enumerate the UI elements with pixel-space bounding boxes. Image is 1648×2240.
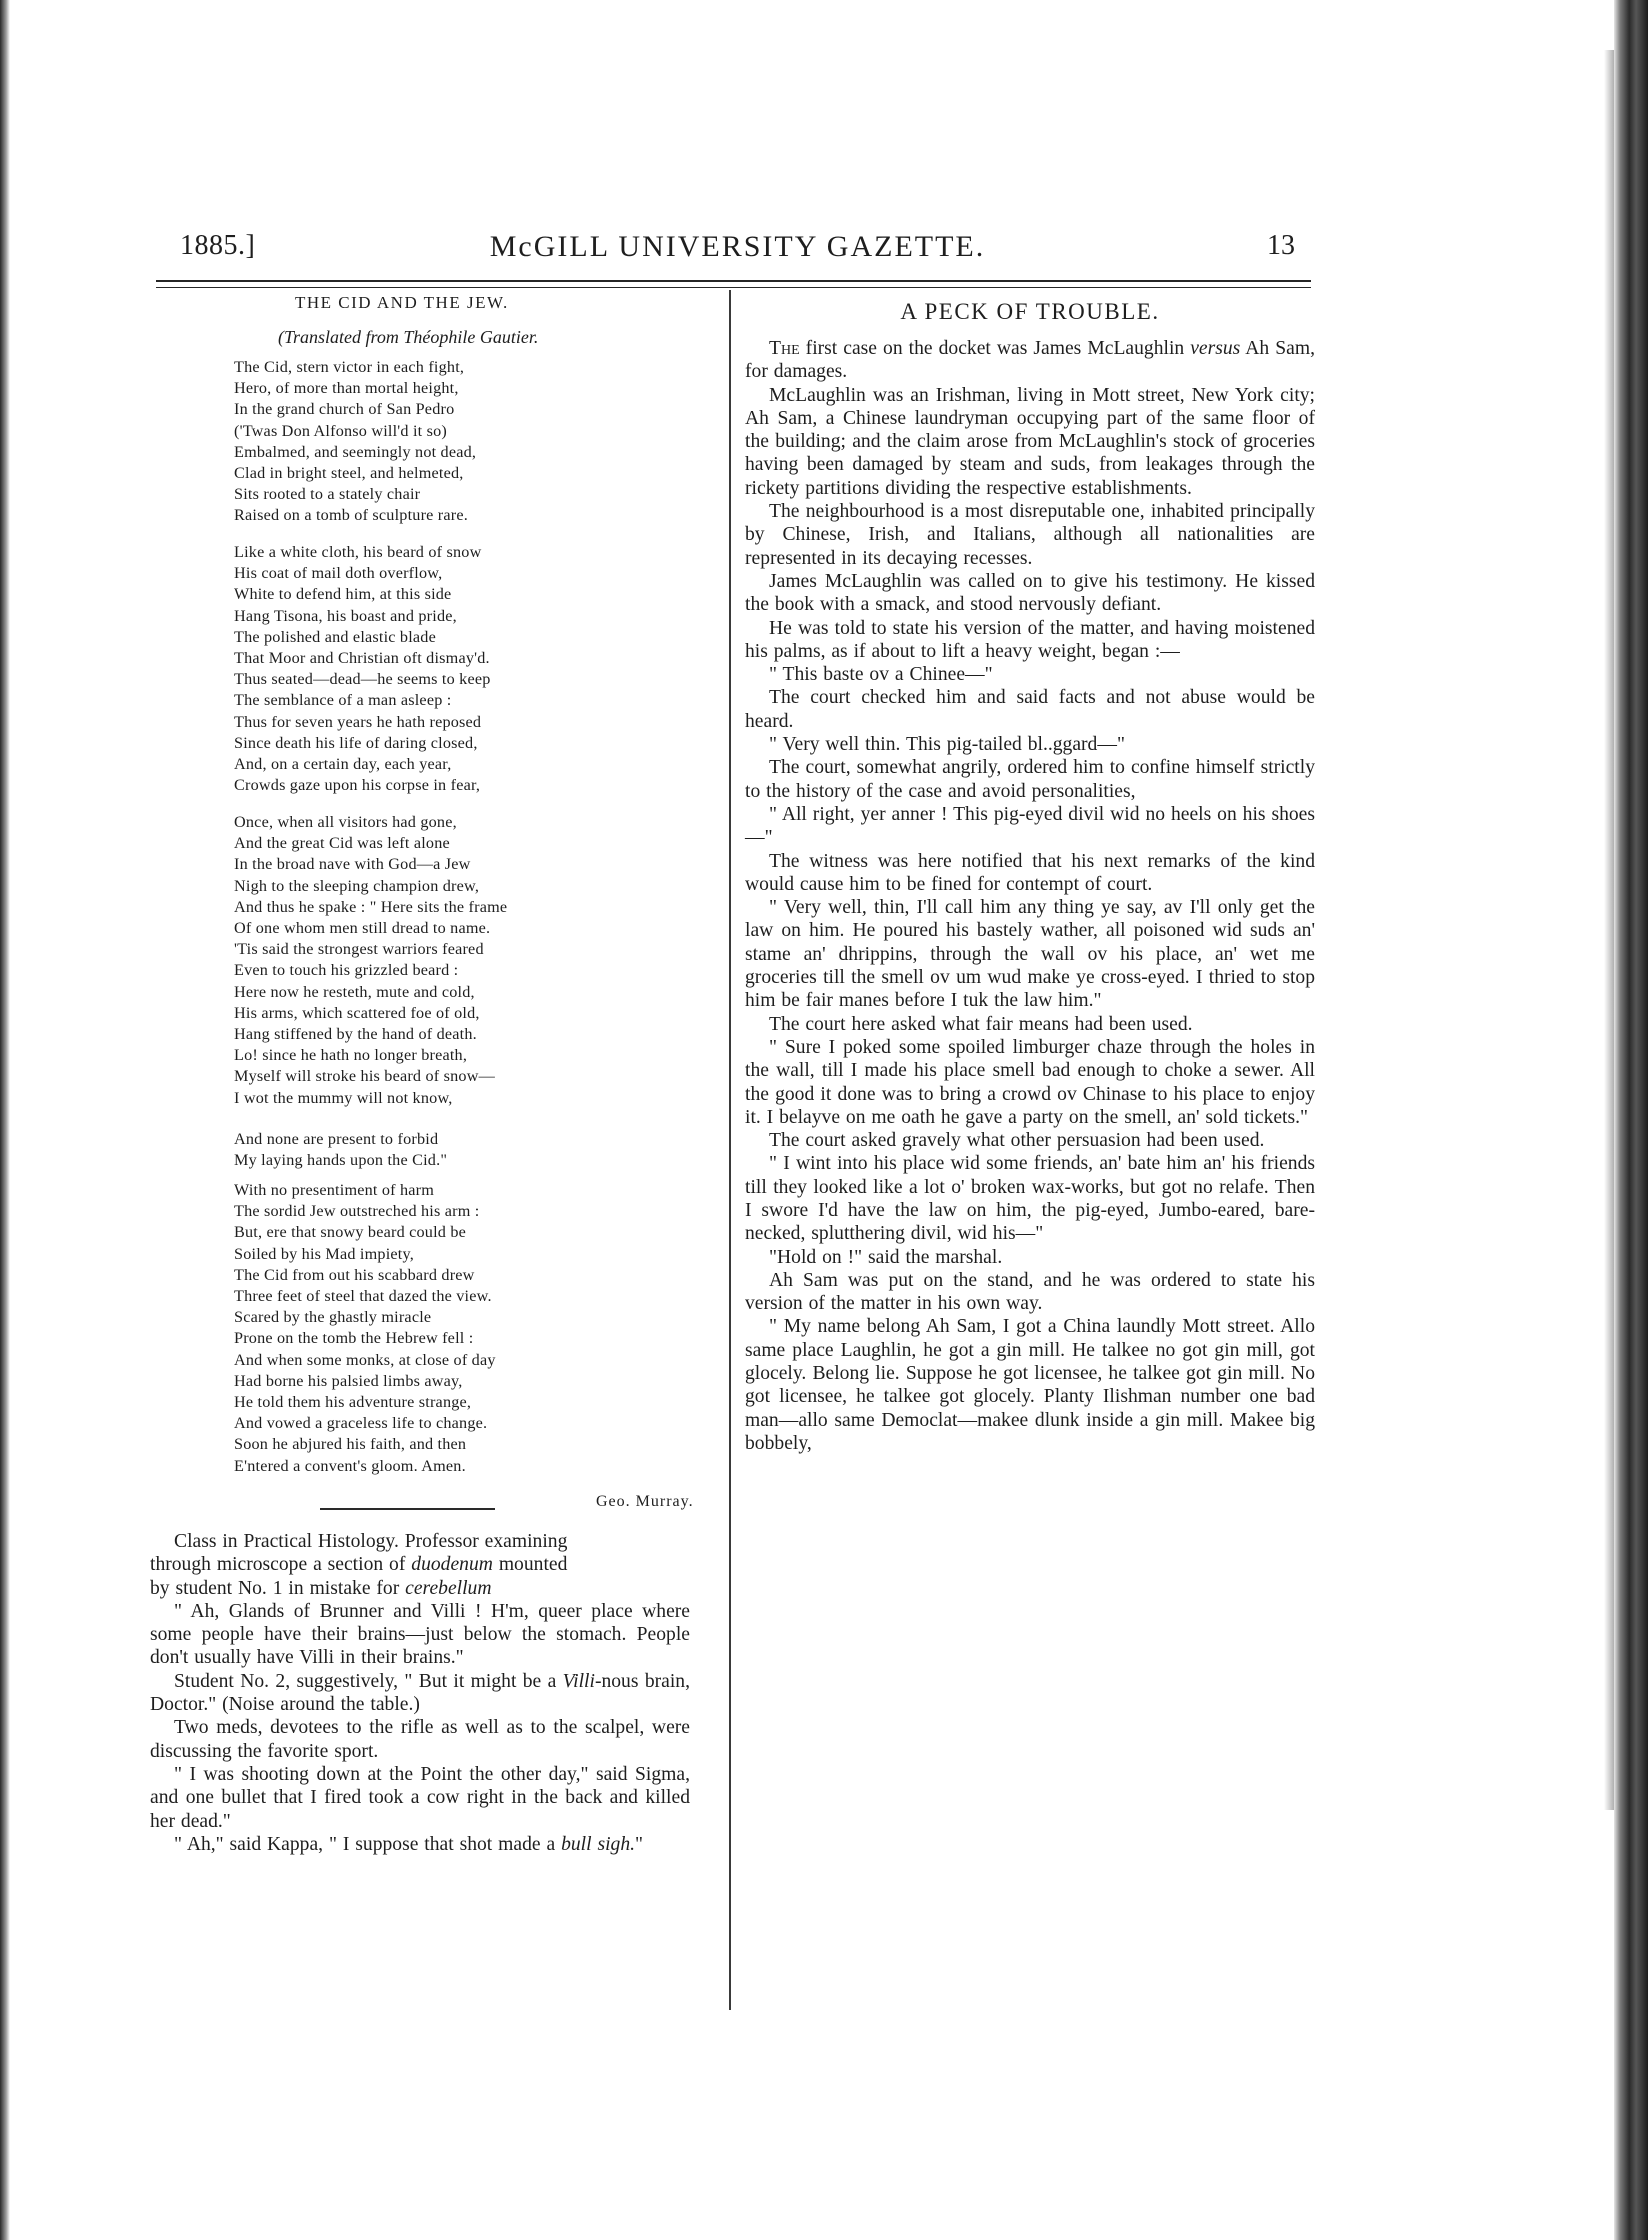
article-paragraph: " Very well thin. This pig-tailed bl..ggard—" (769, 734, 1125, 756)
article-paragraph: Ah Sam was put on the stand, and he was ordered to state his version of the matter in his own way. (745, 1269, 1315, 1315)
anecdote-paragraph (150, 1530, 690, 1600)
article-paragraph: " Sure I poked some spoiled limburger chaze through the holes in the wall, till I made his place smell bad enough to choke a sewer. All the good it done was to bring a crowd ov Chinase to his place to enjoy it. I belayve on me oath he gave a party on the smell, an' sold tickets." (745, 1036, 1315, 1128)
poem-line: Once, when all visitors had gone, (234, 813, 457, 831)
poem-line: Three feet of steel that dazed the view. (234, 1287, 492, 1306)
text-line (150, 1578, 491, 1599)
article-paragraph: The neighbourhood is a most disreputable one, inhabited principally by Chinese, Irish, and Italians, although all nationalities are represented in its decaying recesses. (745, 501, 1315, 569)
poem-line: He told them his adventure strange, (234, 1393, 472, 1412)
lead-word: The (769, 338, 800, 359)
poem-line: Scared by the ghastly miracle (234, 1308, 432, 1327)
italic-term: cerebellum (405, 1577, 492, 1599)
text-run: through microscope a section of (150, 1554, 412, 1576)
poem-signature: Geo. Murray. (596, 1493, 694, 1510)
text-line: Class in Practical Histology. Professor examining (174, 1531, 568, 1552)
poem-line: Nigh to the sleeping champion drew, (234, 876, 480, 895)
article-paragraph (745, 337, 1315, 384)
poem-subtitle: (Translated from Théophile Gautier. (278, 327, 539, 347)
article-paragraph: James McLaughlin was called on to give his testimony. He kissed the book with a smack, and stood nervously defiant. (745, 570, 1315, 616)
poem-line: Lo! since he hath no longer breath, (234, 1046, 468, 1065)
poem-line: Of one whom men still dread to name. (234, 919, 491, 938)
poem-line: Hang Tisona, his boast and pride, (234, 606, 457, 625)
article-paragraph: " This baste ov a Chinee—" (769, 664, 993, 686)
article-paragraph: " My name belong Ah Sam, I got a China laundly Mott street. Allo same place Laughlin, he got a gin mill. He talkee no got gin mill, got glocely. Belong lie. Suppose he got licensee, he talkee got gin mill. No got licensee, he talkee got glocely. Planty Ilishman number one bad man—allo same Democlat—makee dlunk inside a gin mill. Makee big bobbely, (745, 1316, 1315, 1454)
journal-title: McGILL UNIVERSITY GAZETTE. (489, 230, 986, 263)
poem-line: The polished and elastic blade (234, 627, 436, 646)
italic-term: duodenum (411, 1554, 493, 1576)
poem-line: And, on a certain day, each year, (234, 755, 452, 774)
article-paragraph: McLaughlin was an Irishman, living in Mott street, New York city; Ah Sam, a Chinese laundryman occupying part of the same floor of the building; and the claim arose from McLaughlin's stock of groceries having been damaged by steam and suds, from leakages through the rickety partitions dividing the respective establishments. (745, 384, 1315, 499)
anecdote-paragraph (150, 1833, 690, 1856)
text-run: Student No. 2, suggestively, " But it might be a (174, 1670, 563, 1692)
page-number: 13 (1267, 230, 1295, 261)
poem-line: And vowed a graceless life to change. (234, 1414, 488, 1433)
italic-term: bull sigh. (561, 1833, 636, 1855)
article-paragraph: " All right, yer anner ! This pig-eyed divil wid no heels on his shoes—" (745, 803, 1315, 849)
poem-line: Soiled by his Mad impiety, (234, 1244, 414, 1263)
poem-stanza-3 (234, 812, 507, 1109)
poem-line: The Cid from out his scabbard drew (234, 1265, 475, 1284)
poem-line: Here now he resteth, mute and cold, (234, 982, 475, 1001)
article-body (745, 337, 1315, 1455)
poem-line: Had borne his palsied limbs away, (234, 1371, 463, 1390)
poem-line: 'Tis said the strongest warriors feared (234, 940, 484, 959)
article-paragraph: "Hold on !" said the marshal. (769, 1246, 1003, 1268)
poem-line: Clad in bright steel, and helmeted, (234, 464, 464, 483)
poem-stanza-5 (234, 1180, 496, 1477)
poem-line: Like a white cloth, his beard of snow (234, 543, 482, 561)
poem-line: Since death his life of daring closed, (234, 733, 478, 752)
section-divider (320, 1508, 495, 1510)
poem-line: But, ere that snowy beard could be (234, 1223, 467, 1242)
article-paragraph: He was told to state his version of the matter, and having moistened his palms, as if about to lift a heavy weight, began :— (745, 617, 1315, 662)
anecdote-paragraph: Two meds, devotees to the rifle as well as to the scalpel, were discussing the favorite sport. (150, 1717, 690, 1762)
poem-line: Sits rooted to a stately chair (234, 485, 421, 504)
poem-line: The Cid, stern victor in each fight, (234, 358, 465, 376)
poem-line: And the great Cid was left alone (234, 834, 450, 853)
poem-line: And none are present to forbid (234, 1130, 439, 1148)
text-run: mounted (492, 1554, 568, 1576)
poem-line: Thus seated—dead—he seems to keep (234, 670, 491, 689)
header-rule-thick (156, 280, 1311, 282)
poem-line: Crowds gaze upon his corpse in fear, (234, 776, 481, 795)
poem-line: Hang stiffened by the hand of death. (234, 1025, 477, 1044)
poem-line: ('Twas Don Alfonso will'd it so) (234, 421, 447, 440)
poem-line: Thus for seven years he hath reposed (234, 712, 482, 731)
article-paragraph: " Very well, thin, I'll call him any thing ye say, av I'll only get the law on him. He poured his bastely wather, all poisoned wid suds an' stame an' dhrippins, through the wall ov his place, an' wet me groceries till the smell ov um wud make ye cross-eyed. I thried to stop him be fair manes before I tuk the law him." (745, 897, 1315, 1012)
poem-line: In the grand church of San Pedro (234, 400, 455, 419)
poem-line: Myself will stroke his beard of snow— (234, 1067, 495, 1086)
header-year: 1885.] (180, 230, 256, 261)
poem-line: Hero, of more than mortal height, (234, 379, 459, 398)
poem-line: And thus he spake : " Here sits the frame (234, 897, 508, 916)
article-paragraph: The court here asked what fair means had been used. (769, 1013, 1193, 1035)
text-line (150, 1554, 567, 1575)
poem-line: The semblance of a man asleep : (234, 691, 452, 710)
poem-stanza-4 (234, 1129, 447, 1171)
anecdote-paragraph: " Ah, Glands of Brunner and Villi ! H'm, queer place where some people have their brains—just below the stomach. People don't usually have Villi in their brains." (150, 1600, 690, 1669)
anecdote-paragraph (150, 1670, 690, 1717)
poem-stanza-1 (234, 357, 476, 527)
poem-line: Prone on the tomb the Hebrew fell : (234, 1329, 474, 1348)
poem-line: Embalmed, and seemingly not dead, (234, 442, 477, 461)
text-run: first case on the docket was James McLaughlin (799, 338, 1191, 359)
poem-line: My laying hands upon the Cid." (234, 1151, 448, 1170)
page-header (180, 230, 1295, 270)
poem-line: Raised on a tomb of sculpture rare. (234, 506, 469, 525)
italic-term: Villi (562, 1670, 595, 1692)
histology-anecdote (150, 1530, 690, 1856)
text-run: " Ah," said Kappa, " I suppose that shot made a (174, 1833, 562, 1855)
article-paragraph: The court asked gravely what other persuasion had been used. (769, 1130, 1265, 1152)
article-title: A PECK OF TROUBLE. (900, 299, 1160, 324)
poem-line: And when some monks, at close of day (234, 1350, 496, 1369)
text-run: Ah Sam, for damages. (745, 338, 1315, 383)
poem-line: With no presentiment of harm (234, 1181, 435, 1199)
header-rule-thin (156, 287, 1311, 288)
poem-line: White to defend him, at this side (234, 585, 452, 604)
book-binding (1614, 0, 1648, 2240)
article-paragraph: The witness was here notified that his next remarks of the kind would cause him to be fined for contempt of court. (745, 850, 1315, 895)
page-left-edge (0, 0, 10, 2240)
poem-stanza-2 (234, 542, 491, 796)
poem-line: E'ntered a convent's gloom. Amen. (234, 1456, 466, 1475)
article-paragraph: The court, somewhat angrily, ordered him to confine himself strictly to the history of the case and avoid personalities, (745, 757, 1315, 802)
poem-line: I wot the mummy will not know, (234, 1088, 453, 1107)
text-run: by student No. 1 in mistake for (150, 1577, 406, 1599)
poem-line: That Moor and Christian oft dismay'd. (234, 649, 490, 668)
text-run: " (635, 1833, 644, 1855)
text-run: -nous brain, Doctor." (Noise around the table.) (150, 1670, 690, 1716)
column-divider (729, 290, 731, 2010)
poem-title: THE CID AND THE JEW. (295, 293, 509, 312)
poem-line: His arms, which scattered foe of old, (234, 1003, 480, 1022)
poem-line: Even to touch his grizzled beard : (234, 961, 459, 980)
article-paragraph: " I wint into his place wid some friends, an' bate him an' his friends till they looked like a lot o' broken wax-works, but got no relafe. Then I swore I'd have the law on him, the pig-eyed, Jumbo-eared, bare-necked, splutthering divil, wid his—" (745, 1153, 1315, 1245)
italic-term: versus (1190, 338, 1241, 359)
anecdote-paragraph: " I was shooting down at the Point the other day," said Sigma, and one bullet that I fired took a cow right in the back and killed her dead." (150, 1763, 690, 1832)
poem-line: His coat of mail doth overflow, (234, 564, 443, 583)
poem-line: The sordid Jew outstreched his arm : (234, 1202, 480, 1221)
poem-line: In the broad nave with God—a Jew (234, 855, 471, 874)
binding-shadow (1604, 50, 1614, 1810)
article-paragraph: The court checked him and said facts and not abuse would be heard. (745, 687, 1315, 732)
poem-line: Soon he abjured his faith, and then (234, 1435, 467, 1454)
